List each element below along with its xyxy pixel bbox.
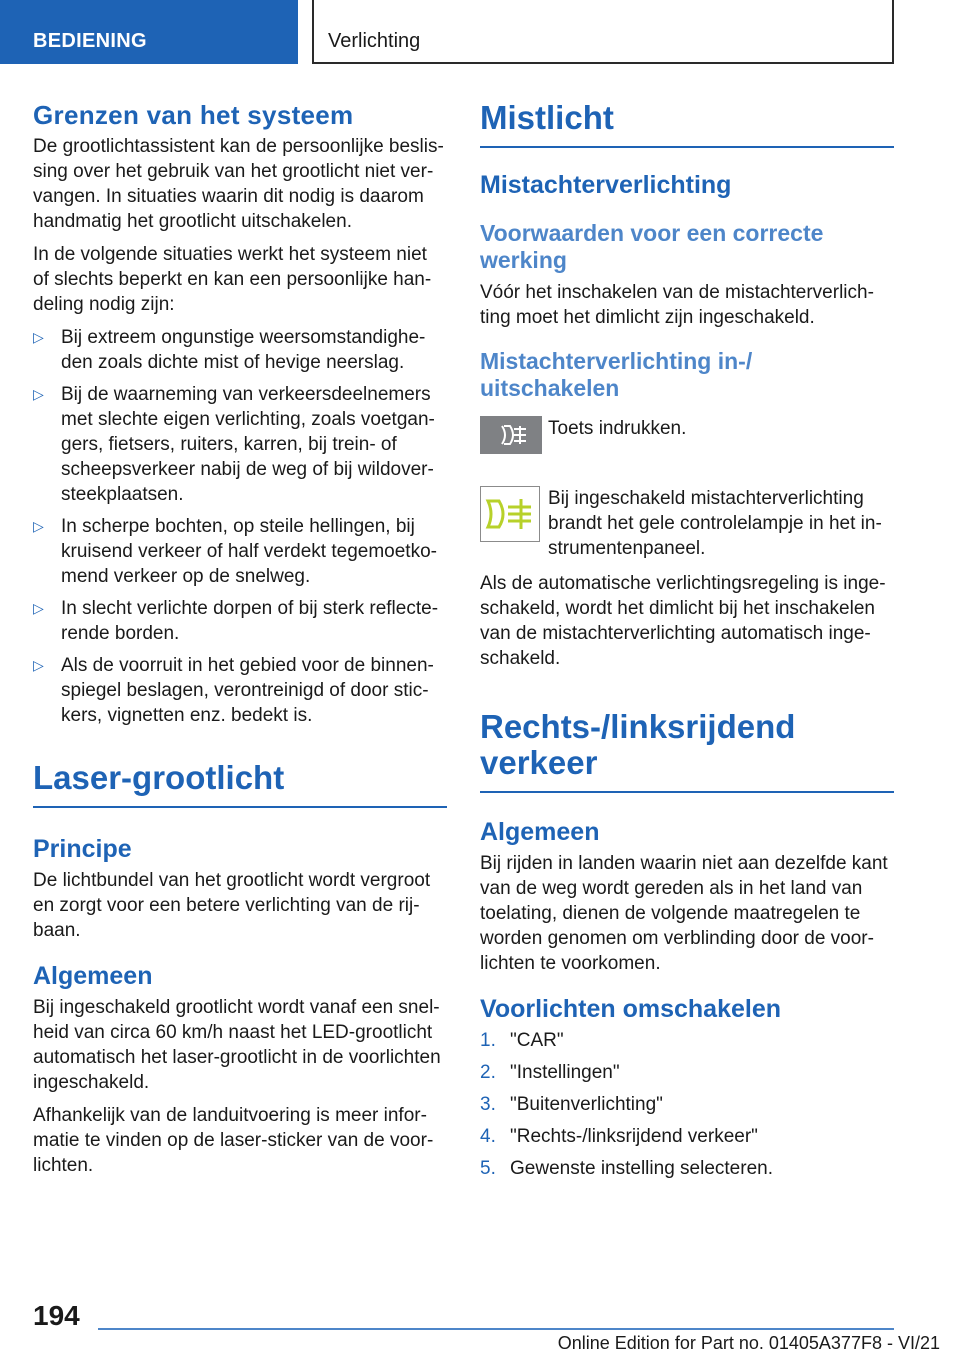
chapter-label: Verlichting (328, 30, 421, 52)
requirements-text: Vóór het inschakelen van de mistachterverlichting moet het dimlicht zijn ingeschakeld. (480, 282, 874, 328)
list-item: 4. "Rechts-/linksrijdend verkeer" (480, 1126, 758, 1147)
fog-lamp-row (480, 486, 894, 561)
requirements-heading: Voorwaarden voor een correcte werking (480, 220, 824, 273)
laser-general-paragraph-2: Afhankelijk van de landuitvoering is meer informatie te vinden op de laser-sticker van de voorlichten. (33, 1105, 434, 1176)
list-item: ▷ In scherpe bochten, op steile hellingen, bij kruisend verkeer of half verdekt tegemoetkomend verkeer op de snelweg. (33, 516, 437, 587)
rear-fog-heading: Mistachterverlichting (480, 171, 732, 199)
switch-headlights-heading: Voorlichten omschakelen (480, 995, 782, 1023)
list-item: 1. "CAR" (480, 1030, 564, 1051)
limits-paragraph-2: In de volgende situaties werkt het systeem niet of slechts beperkt en kan een persoonlijke handeling nodig zijn: (33, 244, 432, 315)
edition-text: Online Edition for Part no. 01405A377F8 - VI/21 (557, 1333, 940, 1353)
list-item: ▷ Bij de waarneming van verkeersdeelnemers met slechte eigen verlichting, zoals voetgangers, fietsers, ruiters, karren, bij trein- of scheepsverkeer nabij de weg of bij wildoversteekplaatsen. (33, 384, 435, 505)
laser-general-paragraph-1: Bij ingeschakeld grootlicht wordt vanaf een snelheid van circa 60 km/h naast het LED-grootlicht automatisch het laser-grootlicht in de voorlichten ingeschakeld. (33, 997, 441, 1093)
section-tab (0, 0, 298, 64)
press-button-text: Toets indrukken. (548, 418, 687, 439)
steps-list (480, 1028, 894, 1181)
list-item: ▷ In slecht verlichte dorpen of bij sterk reflecterende borden. (33, 598, 439, 644)
fog-heading: Mistlicht (480, 100, 894, 148)
list-item: 3. "Buitenverlichting" (480, 1094, 663, 1115)
rear-fog-indicator-icon (480, 486, 540, 542)
traffic-heading: Rechts-/linksrijdend verkeer (480, 709, 894, 793)
triangle-bullet-icon: ▷ (33, 600, 44, 616)
chapter-tab (312, 0, 894, 64)
limits-list (33, 325, 447, 728)
auto-lighting-text: Als de automatische verlichtingsregeling is ingeschakeld, wordt het dimlicht bij het inschakelen van de mistachterverlichting automatisch ingeschakeld. (480, 573, 886, 669)
limits-paragraph-1: De grootlichtassistent kan de persoonlijke beslissing over het gebruik van het grootlicht niet vervangen. In situaties waarin dit nodig is daarom handmatig het grootlicht uitschakelen. (33, 136, 444, 232)
page-number: 194 (33, 1300, 80, 1331)
limits-heading: Grenzen van het systeem (33, 100, 354, 130)
rear-fog-button-icon (480, 416, 542, 454)
right-column (480, 100, 894, 1188)
list-item: ▷ Als de voorruit in het gebied voor de binnenspiegel beslagen, verontreinigd of door stickers, vignetten enz. bedekt is. (33, 655, 434, 726)
traffic-general-text: Bij rijden in landen waarin niet aan dezelfde kant van de weg wordt gereden als in het land van toelating, dienen de volgende maatregelen te worden genomen om verblinding door de voorlichten te voorkomen. (480, 853, 888, 974)
indicator-lamp-text: Bij ingeschakeld mistachterverlichting brandt het gele controlelampje in het instrumentenpaneel. (548, 488, 882, 559)
footer-divider (98, 1328, 894, 1330)
triangle-bullet-icon: ▷ (33, 657, 44, 673)
section-label: BEDIENING (33, 30, 147, 52)
triangle-bullet-icon: ▷ (33, 518, 44, 534)
principle-text: De lichtbundel van het grootlicht wordt vergroot en zorgt voor een betere verlichting van de rijbaan. (33, 870, 431, 941)
switch-fog-heading: Mistachterverlichting in-/ uitschakelen (480, 348, 753, 401)
principle-heading: Principe (33, 835, 132, 863)
traffic-general-heading: Algemeen (480, 818, 600, 846)
triangle-bullet-icon: ▷ (33, 386, 44, 402)
laser-heading: Laser-grootlicht (33, 760, 447, 808)
list-item: 2. "Instellingen" (480, 1062, 620, 1083)
triangle-bullet-icon: ▷ (33, 329, 44, 345)
list-item: 5. Gewenste instelling selecteren. (480, 1158, 773, 1179)
fog-button-row (480, 416, 894, 476)
laser-general-heading: Algemeen (33, 962, 153, 990)
left-column (33, 100, 447, 1186)
list-item: ▷ Bij extreem ongunstige weersomstandigheden zoals dichte mist of hevige neerslag. (33, 327, 426, 373)
